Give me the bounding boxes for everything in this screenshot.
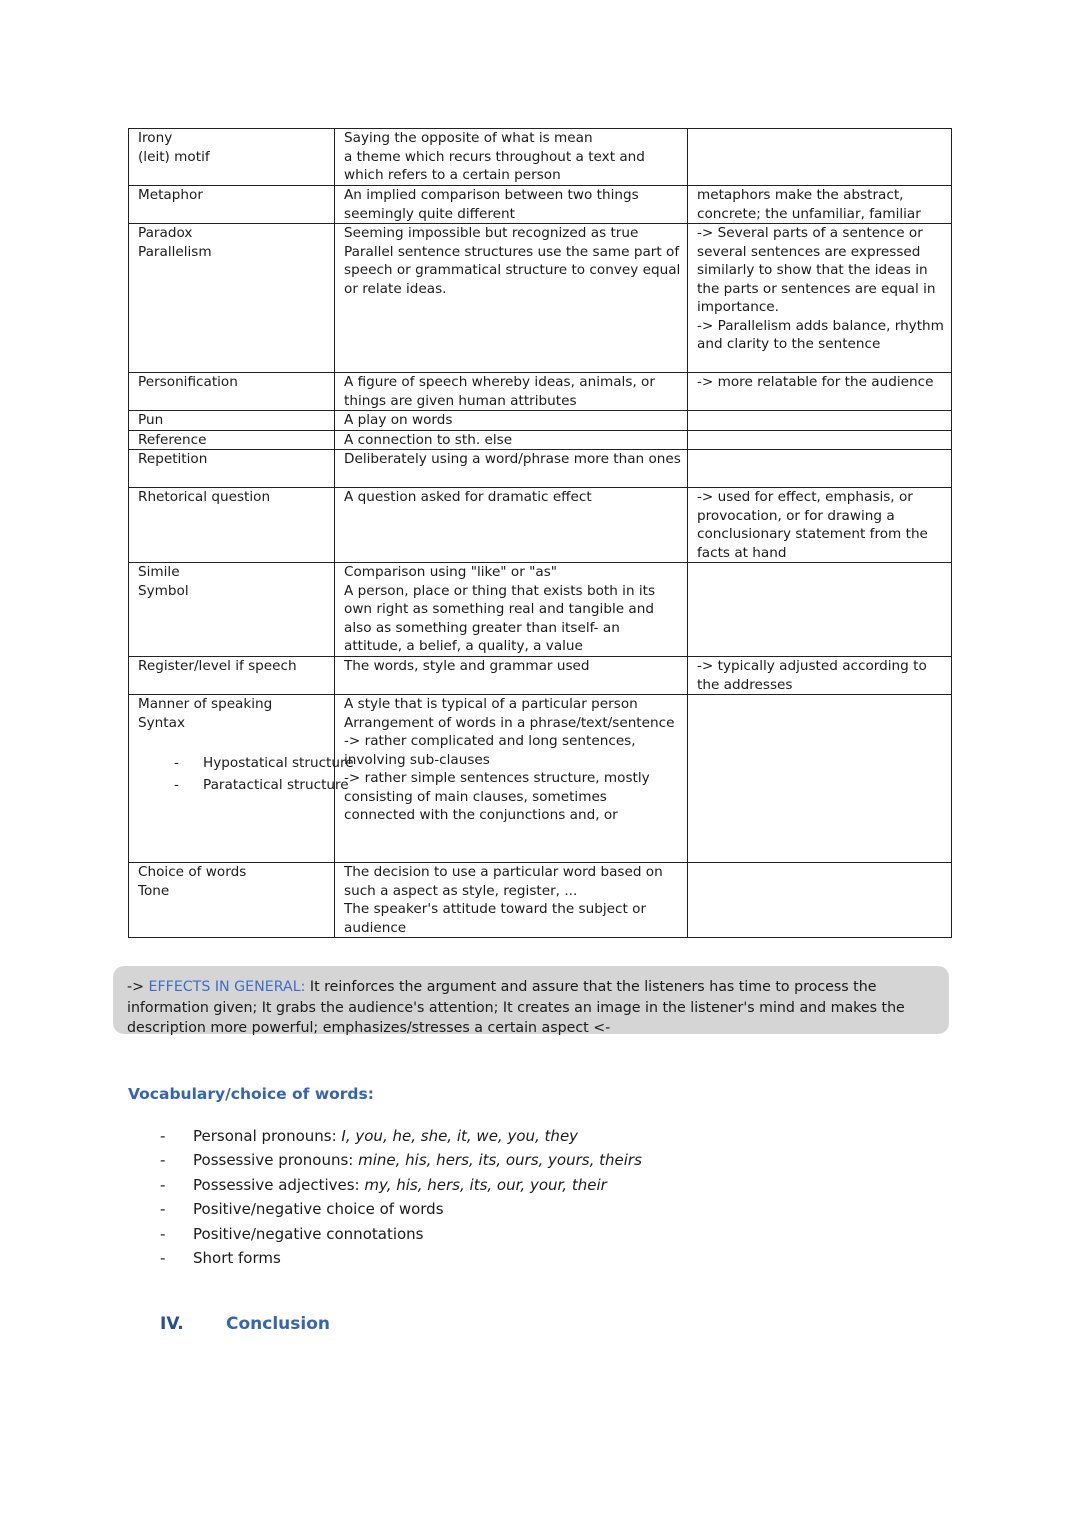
vocab-examples: my, his, hers, its, our, your, their [364, 1175, 607, 1194]
table-row [129, 450, 952, 488]
term: Choice of words [138, 864, 247, 880]
term-cell [129, 488, 335, 563]
term: Parallelism [138, 243, 212, 260]
effect-cell [688, 450, 952, 488]
section-numeral: IV. [160, 1314, 184, 1334]
definition-cell: Deliberately using a word/phrase more than ones [335, 450, 688, 488]
definition-cell: Comparison using "like" or "as" A person, place or thing that exists both in its own right as something real and tangible and also as something greater than itself- an attitude, a belief, a quality, a value [335, 563, 688, 657]
term-cell [129, 373, 335, 411]
vocab-label: Possessive pronouns: [193, 1151, 354, 1170]
vocab-examples: I, you, he, she, it, we, you, they [341, 1127, 579, 1145]
list-item [160, 1148, 642, 1172]
term: Personification [138, 374, 238, 390]
term-cell [129, 186, 335, 224]
table-row [129, 563, 952, 657]
effect-cell [688, 411, 952, 431]
syntax-subterms [138, 754, 354, 794]
term: Rhetorical question [138, 489, 271, 505]
effects-heading: EFFECTS IN GENERAL: [148, 979, 306, 995]
term: (leit) motif [138, 148, 210, 165]
effect-cell: -> typically adjusted according to the addresses [688, 657, 952, 695]
table-row [129, 411, 952, 431]
effects-prefix: -> [127, 979, 149, 995]
effect-cell [688, 563, 952, 657]
term: Reference [138, 431, 207, 448]
term: Syntax [138, 714, 185, 731]
list-item [160, 1246, 642, 1270]
definition-cell: The words, style and grammar used [335, 657, 688, 695]
table-row [129, 695, 952, 863]
effects-text: It reinforces the argument and assure that the listeners has time to process the information given; It grabs the audience's attention; It creates an image in the listener's mind and makes the description more powerful; emphasizes/stresses a certain aspect <- [127, 979, 905, 1036]
table-row [129, 430, 952, 450]
term-cell [129, 129, 335, 186]
table-row [129, 657, 952, 695]
term-cell [129, 695, 354, 863]
subterm: - Paratactical structure [138, 776, 393, 795]
list-item [160, 1197, 642, 1221]
term: Tone [138, 882, 170, 899]
vocab-label: Positive/negative choice of words [193, 1200, 444, 1219]
effects-in-general-box [113, 966, 949, 1034]
term-cell [129, 224, 335, 373]
term: Manner of speaking [138, 696, 273, 712]
effect-cell: -> Several parts of a sentence or several sentences are expressed similarly to show that the ideas in the parts or sentences are equal in importance. -> Parallelism adds balance, rhythm and clarity to the sentence [688, 224, 952, 373]
conclusion-heading [160, 1314, 330, 1334]
term: Pun [138, 412, 164, 428]
vocabulary-heading: Vocabulary/choice of words: [128, 1085, 374, 1103]
definition-cell: A figure of speech whereby ideas, animals, or things are given human attributes [335, 373, 688, 411]
table-row [129, 488, 952, 563]
table-row [129, 129, 952, 186]
term: Irony [138, 130, 173, 146]
effect-cell [688, 129, 952, 186]
definition-cell: The decision to use a particular word based on such a aspect as style, register, ... The speaker's attitude toward the subject or audience [335, 863, 688, 938]
term-cell [129, 430, 335, 450]
term: Symbol [138, 582, 189, 599]
list-item [160, 1222, 642, 1246]
term-cell [129, 563, 335, 657]
vocab-label: Positive/negative connotations [193, 1224, 424, 1243]
definition-cell: A play on words [335, 411, 688, 431]
vocab-label: Personal pronouns: [193, 1127, 337, 1145]
effect-cell: metaphors make the abstract, concrete; the unfamiliar, familiar [688, 186, 952, 224]
table-row [129, 863, 952, 938]
table-row [129, 186, 952, 224]
term-cell [129, 450, 335, 488]
definition-cell: A style that is typical of a particular person Arrangement of words in a phrase/text/sentence -> rather complicated and long sentences, involving sub-clauses -> rather simple sentences structure, mostly consisting of main clauses, sometimes connected with the conjunctions and, or [335, 695, 688, 863]
vocab-label: Possessive adjectives: [193, 1175, 360, 1194]
effect-cell: -> used for effect, emphasis, or provocation, or for drawing a conclusionary statement from the facts at hand [688, 488, 952, 563]
term: Paradox [138, 225, 193, 241]
effect-cell [688, 695, 952, 863]
definition-cell: Saying the opposite of what is mean a theme which recurs throughout a text and which refers to a certain person [335, 129, 688, 186]
vocabulary-list [160, 1124, 642, 1270]
section-title: Conclusion [226, 1314, 330, 1334]
definition-cell: An implied comparison between two things seemingly quite different [335, 186, 688, 224]
list-item [160, 1124, 642, 1148]
term-cell [129, 657, 335, 695]
definition-cell: A connection to sth. else [335, 430, 688, 450]
term-cell [129, 411, 335, 431]
vocab-label: Short forms [193, 1249, 281, 1268]
definition-cell: Seeming impossible but recognized as true Parallel sentence structures use the same part of speech or grammatical structure to convey equal or relate ideas. [335, 224, 688, 373]
list-item [160, 1173, 642, 1197]
term: Metaphor [138, 187, 203, 203]
vocab-examples: mine, his, hers, its, ours, yours, theirs [358, 1151, 642, 1170]
table-row [129, 373, 952, 411]
subterm: - Hypostatical structure [138, 754, 393, 773]
term: Repetition [138, 451, 208, 467]
effect-cell [688, 863, 952, 938]
term: Register/level if speech [138, 658, 297, 674]
effect-cell [688, 430, 952, 450]
term-cell [129, 863, 335, 938]
term: Simile [138, 564, 180, 580]
definition-cell: A question asked for dramatic effect [335, 488, 688, 563]
table-row [129, 224, 952, 373]
effect-cell: -> more relatable for the audience [688, 373, 952, 411]
stylistic-devices-table [128, 128, 952, 938]
